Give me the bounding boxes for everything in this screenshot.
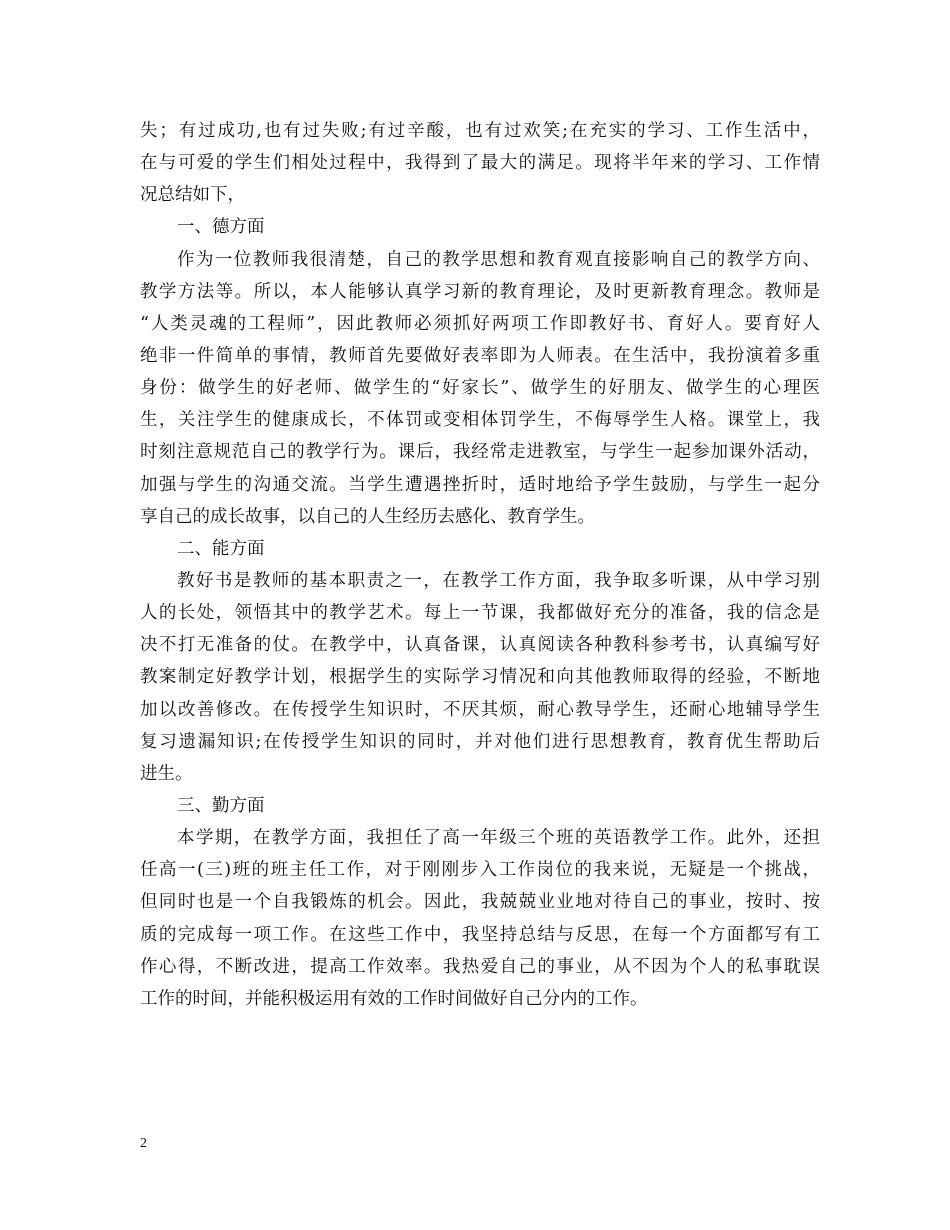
page-number: 2 <box>140 1136 147 1151</box>
text-line: 享自己的成长故事，以自己的人生经历去感化、教育学生。 <box>140 506 595 527</box>
text-line: 作为一位教师我很清楚，自己的教学思想和教育观直接影响自己的教学方向、 <box>177 249 820 270</box>
text-line: 任高一(三)班的班主任工作，对于刚刚步入工作岗位的我来说，无疑是一个挑战， <box>140 860 820 881</box>
text-line: 教好书是教师的基本职责之一，在教学工作方面，我争取多听课，从中学习别 <box>177 570 820 591</box>
text-line: 但同时也是一个自我锻炼的机会。因此，我兢兢业业地对待自己的事业，按时、按 <box>140 892 820 913</box>
text-line: 本学期，在教学方面，我担任了高一年级三个班的英语教学工作。此外，还担 <box>177 828 820 849</box>
text-line: 况总结如下， <box>140 185 245 206</box>
text-line: 质的完成每一项工作。在这些工作中，我坚持总结与反思，在每一个方面都写有工 <box>140 924 820 945</box>
text-line: 身份：做学生的好老师、做学生的“好家长”、做学生的好朋友、做学生的心理医 <box>140 378 820 399</box>
text-line: 复习遗漏知识;在传授学生知识的同时，并对他们进行思想教育，教育优生帮助后 <box>140 731 820 752</box>
text-line: 时刻注意规范自己的教学行为。课后，我经常走进教室，与学生一起参加课外活动， <box>140 442 820 463</box>
text-line: 失；有过成功,也有过失败;有过辛酸，也有过欢笑;在充实的学习、工作生活中， <box>140 121 820 141</box>
text-line: 教学方法等。所以，本人能够认真学习新的教育理论，及时更新教育理念。教师是 <box>140 281 820 302</box>
text-line: 加强与学生的沟通交流。当学生遭遇挫折时，适时地给予学生鼓励，与学生一起分 <box>140 474 820 495</box>
section-heading-neng: 二、能方面 <box>177 538 265 559</box>
text-line: 绝非一件简单的事情，教师首先要做好表率即为人师表。在生活中，我扮演着多重 <box>140 345 820 366</box>
text-line: 作心得，不断改进，提高工作效率。我热爱自己的事业，从不因为个人的私事耽误 <box>140 956 820 977</box>
text-line: 生，关注学生的健康成长，不体罚或变相体罚学生，不侮辱学生人格。课堂上，我 <box>140 410 820 431</box>
text-line: 在与可爱的学生们相处过程中，我得到了最大的满足。现将半年来的学习、工作情 <box>140 153 820 174</box>
text-line: 决不打无准备的仗。在教学中，认真备课，认真阅读各种教科参考书，认真编写好 <box>140 635 820 656</box>
section-heading-de: 一、德方面 <box>177 217 265 238</box>
text-line: “人类灵魂的工程师”，因此教师必须抓好两项工作即教好书、育好人。要育好人 <box>140 313 820 334</box>
text-line: 教案制定好教学计划，根据学生的实际学习情况和向其他教师取得的经验，不断地 <box>140 667 820 688</box>
text-line: 加以改善修改。在传授学生知识时，不厌其烦，耐心教导学生，还耐心地辅导学生 <box>140 699 820 720</box>
text-line: 人的长处，领悟其中的教学艺术。每上一节课，我都做好充分的准备，我的信念是 <box>140 603 820 624</box>
section-heading-qin: 三、勤方面 <box>177 795 265 816</box>
text-line: 进生。 <box>140 763 193 784</box>
text-line: 工作的时间，并能积极运用有效的工作时间做好自己分内的工作。 <box>140 988 648 1009</box>
body-text <box>140 115 820 1015</box>
